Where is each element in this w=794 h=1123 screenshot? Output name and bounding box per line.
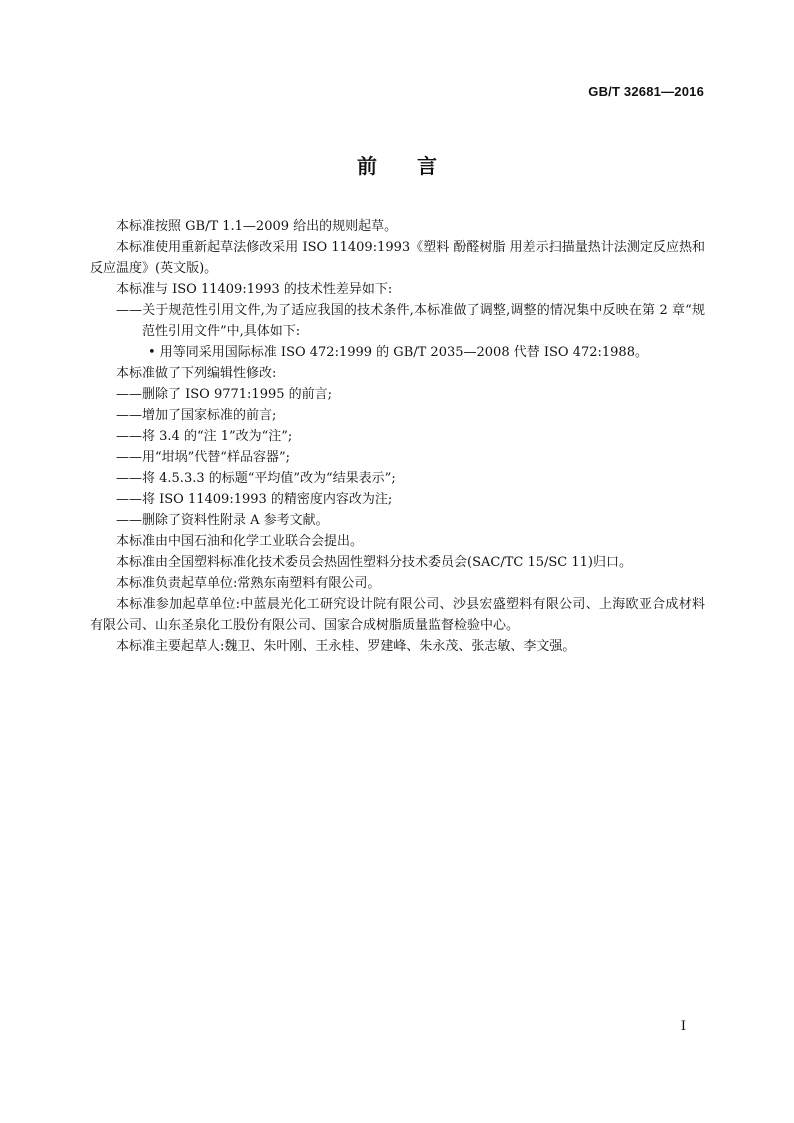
paragraph-technical-differences: 本标准与 ISO 11409:1993 的技术性差异如下: xyxy=(116,282,393,297)
list-item-edit: ——将 4.5.3.3 的标题“平均值”改为“结果表示”; xyxy=(116,471,396,486)
paragraph-editorial-changes: 本标准做了下列编辑性修改: xyxy=(116,366,277,381)
paragraph-technical-committee: 本标准由全国塑料标准化技术委员会热固性塑料分技术委员会(SAC/TC 15/SC 11)归口。 xyxy=(116,555,632,570)
paragraph-main-drafters: 本标准主要起草人:魏卫、朱叶刚、王永桂、罗建峰、朱永茂、张志敏、李文强。 xyxy=(116,639,576,654)
list-item-normative-references: ——关于规范性引用文件,为了适应我国的技术条件,本标准做了调整,调整的情况集中反映在第 2 章“规范性引用文件”中,具体如下: xyxy=(116,303,705,339)
list-item-edit: ——将 3.4 的“注 1”改为“注”; xyxy=(116,429,293,444)
standard-code: GB/T 32681—2016 xyxy=(588,84,704,99)
foreword-body xyxy=(90,216,705,657)
list-item-edit: ——删除了资料性附录 A 参考文献。 xyxy=(116,513,329,528)
paragraph-adoption-method: 本标准使用重新起草法修改采用 ISO 11409:1993《塑料 酚醛树脂 用差示扫描量热计法测定反应热和反应温度》(英文版)。 xyxy=(90,240,705,276)
list-item-edit: ——将 ISO 11409:1993 的精密度内容改为注; xyxy=(116,492,393,507)
list-item-bullet-iso472: • 用等同采用国际标准 ISO 472:1999 的 GB/T 2035—2008 代替 ISO 472:1988。 xyxy=(148,345,648,360)
page-title: 前言 xyxy=(357,154,477,178)
paragraph-drafting-rules: 本标准按照 GB/T 1.1—2009 给出的规则起草。 xyxy=(116,219,398,234)
paragraph-responsible-drafter: 本标准负责起草单位:常熟东南塑料有限公司。 xyxy=(116,576,381,591)
list-item-edit: ——增加了国家标准的前言; xyxy=(116,408,277,423)
list-item-edit: ——用“坩埚”代替“样品容器”; xyxy=(116,450,290,465)
page-number: I xyxy=(680,1019,686,1034)
paragraph-participating-drafters: 本标准参加起草单位:中蓝晨光化工研究设计院有限公司、沙县宏盛塑料有限公司、上海欧亚合成材料有限公司、山东圣泉化工股份有限公司、国家合成树脂质量监督检验中心。 xyxy=(90,597,705,633)
list-item-edit: ——删除了 ISO 9771:1995 的前言; xyxy=(116,387,333,402)
paragraph-proposer: 本标准由中国石油和化学工业联合会提出。 xyxy=(116,534,364,549)
